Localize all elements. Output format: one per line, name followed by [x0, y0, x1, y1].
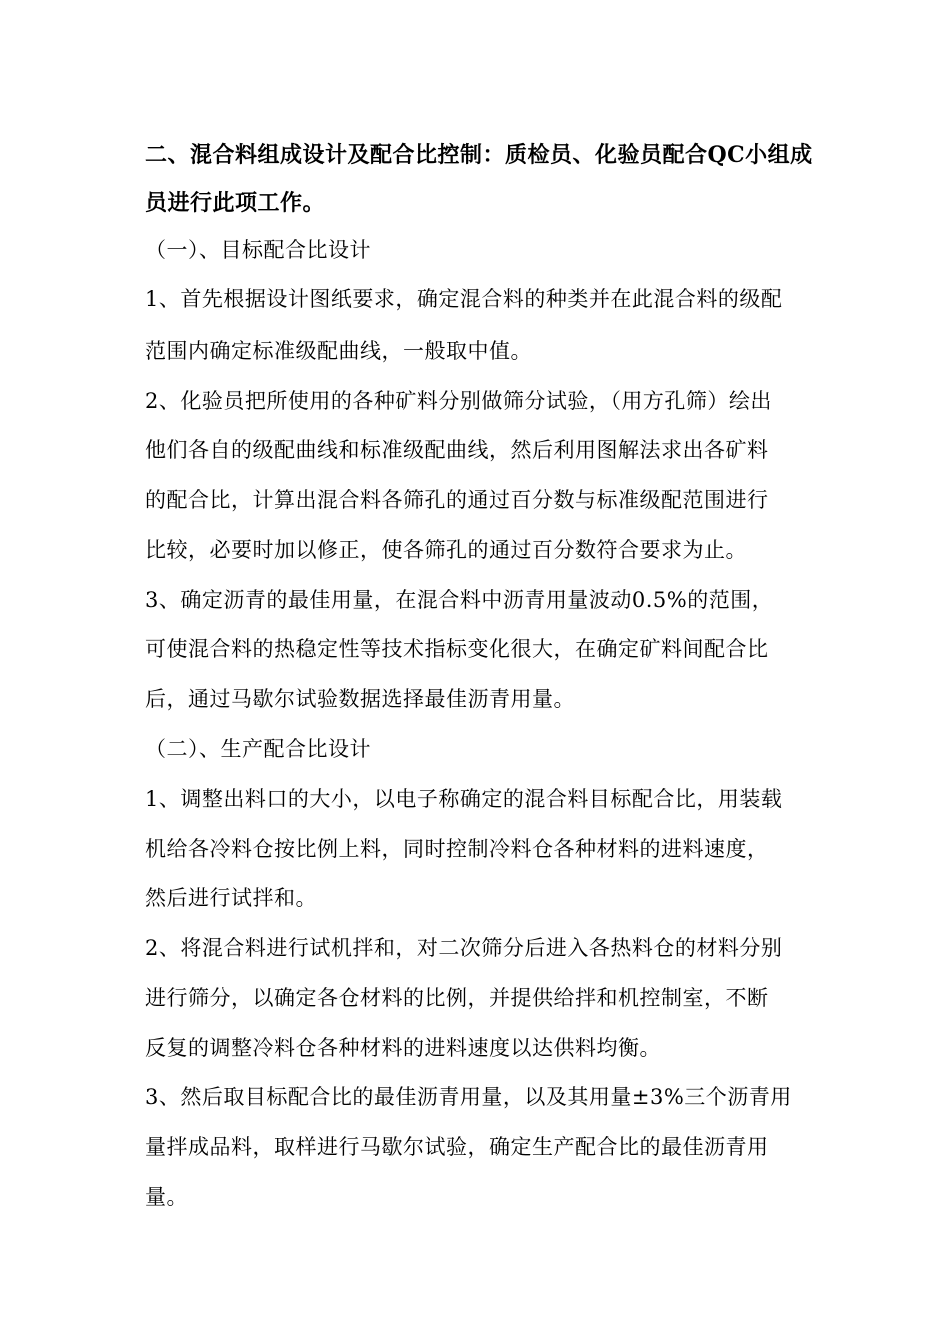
section-1-title: （一）、目标配合比设计 [145, 238, 371, 262]
s2-p3-line-3: 量。 [145, 1185, 188, 1209]
heading-line-2: 员进行此项工作。 [145, 190, 326, 216]
s2-p1-line-3: 然后进行试拌和。 [145, 886, 317, 910]
s2-p2-line-3: 反复的调整冷料仓各种材料的进料速度以达供料均衡。 [145, 1036, 661, 1060]
s1-p1-line-2: 范围内确定标准级配曲线，一般取中值。 [145, 339, 532, 363]
s1-p3-line-1: 3、确定沥青的最佳用量，在混合料中沥青用量波动0.5%的范围， [145, 588, 774, 612]
s1-p2-line-4: 比较，必要时加以修正，使各筛孔的通过百分数符合要求为止。 [145, 538, 747, 562]
s1-p3-line-2: 可使混合料的热稳定性等技术指标变化很大，在确定矿料间配合比 [145, 637, 769, 661]
s2-p1-line-2: 机给各冷料仓按比例上料，同时控制冷料仓各种材料的进料速度， [145, 837, 769, 861]
s1-p3-line-3: 后，通过马歇尔试验数据选择最佳沥青用量。 [145, 687, 575, 711]
s2-p2-line-1: 2、将混合料进行试机拌和，对二次筛分后进入各热料仓的材料分别 [145, 936, 783, 960]
s2-p2-line-2: 进行筛分，以确定各仓材料的比例，并提供给拌和机控制室，不断 [145, 986, 769, 1010]
s2-p3-line-2: 量拌成品料，取样进行马歇尔试验，确定生产配合比的最佳沥青用 [145, 1135, 769, 1159]
s1-p2-line-2: 他们各自的级配曲线和标准级配曲线，然后利用图解法求出各矿料 [145, 438, 769, 462]
s2-p1-line-1: 1、调整出料口的大小，以电子称确定的混合料目标配合比，用装载 [145, 787, 783, 811]
s1-p2-line-3: 的配合比，计算出混合料各筛孔的通过百分数与标准级配范围进行 [145, 488, 769, 512]
heading-line-1: 二、混合料组成设计及配合比控制：质检员、化验员配合QC小组成 [145, 142, 813, 168]
s1-p2-line-1: 2、化验员把所使用的各种矿料分别做筛分试验，（用方孔筛）绘出 [145, 389, 772, 413]
section-2-title: （二）、生产配合比设计 [145, 737, 371, 761]
s1-p1-line-1: 1、首先根据设计图纸要求，确定混合料的种类并在此混合料的级配 [145, 287, 783, 311]
s2-p3-line-1: 3、然后取目标配合比的最佳沥青用量，以及其用量±3%三个沥青用 [145, 1085, 792, 1109]
